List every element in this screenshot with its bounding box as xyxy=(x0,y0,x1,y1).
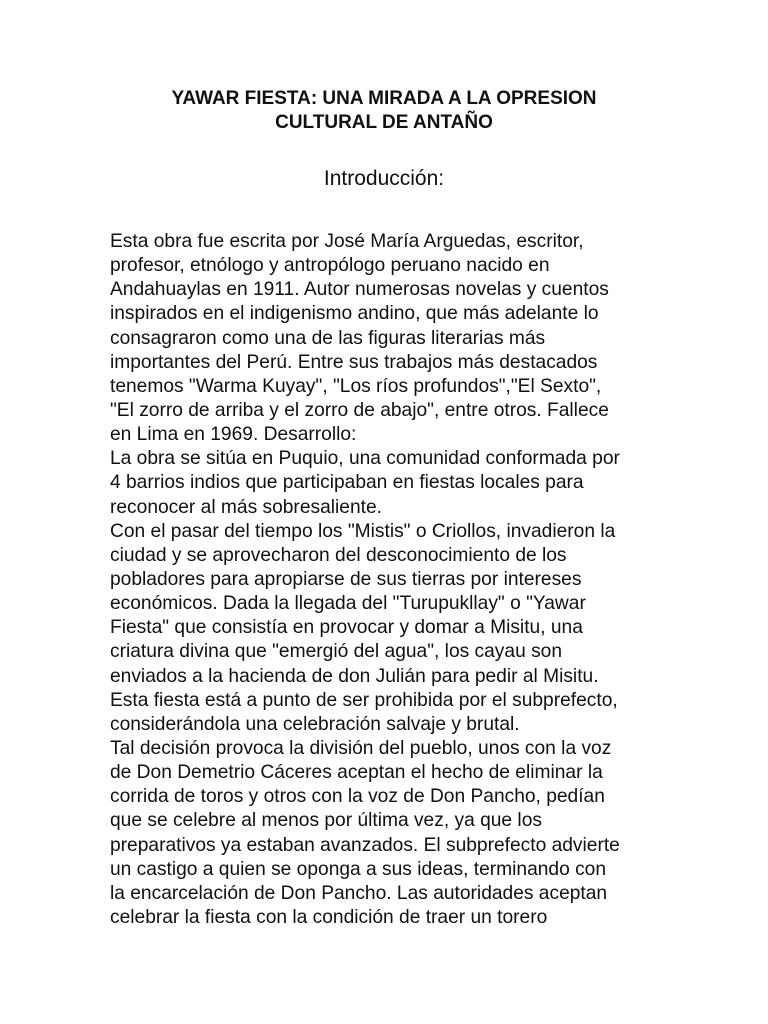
body-line: enviados a la hacienda de don Julián para pedir al Misitu. xyxy=(110,665,599,687)
body-line: considerándola una celebración salvaje y brutal. xyxy=(110,713,520,735)
body-line: 4 barrios indios que participaban en fiestas locales para xyxy=(110,472,584,494)
document-body xyxy=(110,230,680,930)
body-line: ciudad y se aprovecharon del desconocimiento de los xyxy=(110,544,567,566)
body-line: Fiesta" que consistía en provocar y domar a Misitu, una xyxy=(110,617,583,639)
body-line: La obra se sitúa en Puquio, una comunidad conformada por xyxy=(110,448,620,470)
body-line: importantes del Perú. Entre sus trabajos más destacados xyxy=(110,351,598,373)
body-line: Esta fiesta está a punto de ser prohibida por el subprefecto, xyxy=(110,689,618,711)
body-line: corrida de toros y otros con la voz de Don Pancho, pedían xyxy=(110,786,605,808)
body-line: en Lima en 1969. Desarrollo: xyxy=(110,424,357,446)
body-line: económicos. Dada la llegada del "Turupukllay" o "Yawar xyxy=(110,593,586,615)
document-title xyxy=(0,87,768,135)
body-line: criatura divina que "emergió del agua", los cayau son xyxy=(110,641,563,663)
document-title-line: CULTURAL DE ANTAÑO xyxy=(275,112,493,133)
body-line: que se celebre al menos por última vez, ya que los xyxy=(110,810,542,832)
body-line: tenemos "Warma Kuyay", "Los ríos profundos","El Sexto", xyxy=(110,375,602,397)
body-line: consagraron como una de las figuras literarias más xyxy=(110,327,546,349)
body-line: la encarcelación de Don Pancho. Las autoridades aceptan xyxy=(110,882,608,904)
section-heading: Introducción: xyxy=(323,167,445,190)
body-line: celebrar la fiesta con la condición de traer un torero xyxy=(110,906,548,928)
body-line: Tal decisión provoca la división del pueblo, unos con la voz xyxy=(110,737,612,759)
body-line: de Don Demetrio Cáceres aceptan el hecho de eliminar la xyxy=(110,762,603,784)
body-line: un castigo a quien se oponga a sus ideas, terminando con xyxy=(110,858,607,880)
body-line: preparativos ya estaban avanzados. El subprefecto advierte xyxy=(110,834,620,856)
body-line: inspirados en el indigenismo andino, que más adelante lo xyxy=(110,303,599,325)
body-line: pobladores para apropiarse de sus tierras por intereses xyxy=(110,568,582,590)
document-title-line: YAWAR FIESTA: UNA MIRADA A LA OPRESION xyxy=(171,88,597,109)
body-line: Esta obra fue escrita por José María Arguedas, escritor, xyxy=(110,231,584,252)
body-line: "El zorro de arriba y el zorro de abajo", entre otros. Fallece xyxy=(110,399,609,421)
body-line: Andahuaylas en 1911. Autor numerosas novelas y cuentos xyxy=(110,279,609,301)
body-line: profesor, etnólogo y antropólogo peruano nacido en xyxy=(110,255,550,277)
body-line: Con el pasar del tiempo los "Mistis" o Criollos, invadieron la xyxy=(110,520,616,542)
body-line: reconocer al más sobresaliente. xyxy=(110,496,382,518)
